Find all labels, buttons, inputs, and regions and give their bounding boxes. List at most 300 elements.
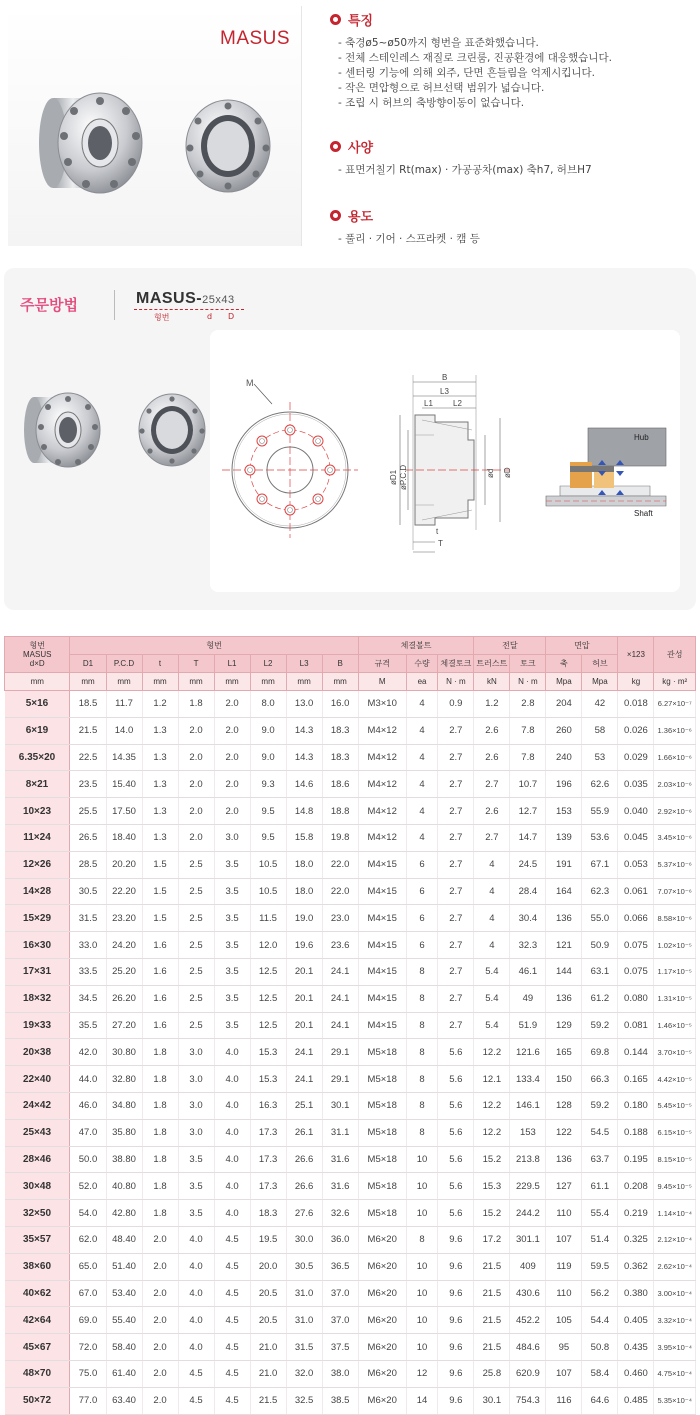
table-cell: 25.20 (106, 958, 142, 985)
model-cell: 50×72 (5, 1387, 70, 1414)
table-cell: 30.1 (322, 1092, 358, 1119)
features-section (330, 10, 612, 111)
model-cell: 17×31 (5, 958, 70, 985)
table-cell: 1.02×10⁻⁵ (654, 932, 696, 959)
table-cell: 12.7 (510, 798, 546, 825)
front-label-m: M (246, 378, 254, 388)
table-row (5, 905, 696, 932)
table-cell: 29.1 (322, 1039, 358, 1066)
table-cell: 133.4 (510, 1066, 546, 1093)
table-cell: 1.5 (142, 851, 178, 878)
table-cell: 25.5 (70, 798, 106, 825)
features-title: 특징 (348, 14, 374, 29)
table-cell: 2.7 (438, 878, 474, 905)
table-cell: 42.80 (106, 1200, 142, 1227)
table-cell: 20.1 (286, 985, 322, 1012)
model-cell: 24×42 (5, 1092, 70, 1119)
table-row (5, 744, 696, 771)
order-divider (114, 290, 115, 320)
table-cell: 8.0 (250, 691, 286, 718)
table-cell: 14.3 (286, 744, 322, 771)
front-view-drawing (222, 378, 358, 538)
table-cell: 5.6 (438, 1092, 474, 1119)
table-cell: 9.0 (250, 744, 286, 771)
table-cell: 2.6 (474, 744, 510, 771)
table-cell: 4 (406, 717, 438, 744)
table-cell: 105 (546, 1307, 582, 1334)
table-cell: 18.5 (70, 691, 106, 718)
table-cell: 4.5 (178, 1387, 214, 1414)
model-cell: 5×16 (5, 691, 70, 718)
model-cell: 20×38 (5, 1039, 70, 1066)
table-cell: 8.15×10⁻⁵ (654, 1146, 696, 1173)
table-row (5, 691, 696, 718)
table-cell: 1.6 (142, 932, 178, 959)
table-cell: 69.0 (70, 1307, 106, 1334)
table-cell: 409 (510, 1253, 546, 1280)
table-cell: 61.1 (582, 1173, 618, 1200)
table-cell: 24.1 (322, 958, 358, 985)
dim-od1: øD1 (389, 469, 398, 485)
table-cell: 38.0 (322, 1360, 358, 1387)
table-cell: 35.5 (70, 1012, 106, 1039)
table-row (5, 1066, 696, 1093)
table-cell: 4.0 (214, 1066, 250, 1093)
unit-cell: mm (70, 673, 106, 691)
table-cell: 59.5 (582, 1253, 618, 1280)
table-cell: 2.0 (142, 1360, 178, 1387)
table-cell: 4 (474, 878, 510, 905)
table-cell: 24.1 (322, 1012, 358, 1039)
table-cell: 0.405 (618, 1307, 654, 1334)
table-cell: 2.0 (178, 771, 214, 798)
group-header-bolts: 체결볼트 (358, 637, 474, 655)
table-cell: M6×20 (358, 1334, 406, 1361)
table-cell: 2.5 (178, 905, 214, 932)
column-header: L2 (250, 655, 286, 673)
table-cell: 3.32×10⁻⁴ (654, 1307, 696, 1334)
model-cell: 8×21 (5, 771, 70, 798)
table-cell: 6 (406, 878, 438, 905)
order-product-photo (22, 383, 212, 478)
table-cell: 2.6 (474, 798, 510, 825)
table-cell: 9.5 (250, 798, 286, 825)
table-cell: 10.7 (510, 771, 546, 798)
table-cell: 18.8 (322, 798, 358, 825)
table-cell: 2.0 (214, 798, 250, 825)
table-cell: 16.0 (322, 691, 358, 718)
table-cell: 27.20 (106, 1012, 142, 1039)
unit-cell: mm (5, 673, 70, 691)
table-cell: 2.7 (438, 717, 474, 744)
column-header: 축 (546, 655, 582, 673)
table-cell: 0.188 (618, 1119, 654, 1146)
table-cell: 26.1 (286, 1119, 322, 1146)
table-group-header-row (5, 637, 696, 655)
table-cell: 5.45×10⁻⁵ (654, 1092, 696, 1119)
table-cell: 44.0 (70, 1066, 106, 1093)
table-cell: 18.0 (286, 851, 322, 878)
table-cell: 6.27×10⁻⁷ (654, 691, 696, 718)
table-cell: 8 (406, 985, 438, 1012)
table-cell: 3.95×10⁻⁴ (654, 1334, 696, 1361)
table-row (5, 1280, 696, 1307)
table-cell: 14 (406, 1387, 438, 1414)
table-cell: 2.7 (438, 851, 474, 878)
table-cell: 1.6 (142, 1012, 178, 1039)
table-cell: 2.7 (438, 1012, 474, 1039)
table-cell: 53.40 (106, 1280, 142, 1307)
column-header: D1 (70, 655, 106, 673)
table-cell: 0.080 (618, 985, 654, 1012)
table-cell: 5.4 (474, 958, 510, 985)
table-row (5, 1039, 696, 1066)
table-cell: 9.6 (438, 1253, 474, 1280)
product-panel (8, 6, 302, 246)
table-cell: 32.0 (286, 1360, 322, 1387)
table-cell: 2.92×10⁻⁶ (654, 798, 696, 825)
table-cell: 0.053 (618, 851, 654, 878)
table-cell: 0.026 (618, 717, 654, 744)
table-cell: 9.6 (438, 1387, 474, 1414)
dim-l3: L3 (440, 387, 449, 396)
order-code-size: 25x43 (202, 294, 235, 306)
column-header: 토크 (510, 655, 546, 673)
table-cell: 23.6 (322, 932, 358, 959)
table-cell: 75.0 (70, 1360, 106, 1387)
table-cell: 22.5 (70, 744, 106, 771)
table-cell: 11.5 (250, 905, 286, 932)
table-cell: 4.0 (214, 1146, 250, 1173)
table-cell: 17.3 (250, 1119, 286, 1146)
table-cell: 55.4 (582, 1200, 618, 1227)
table-cell: 4.0 (178, 1307, 214, 1334)
table-cell: 54.0 (70, 1200, 106, 1227)
feature-line: - 전체 스테인레스 재질로 크린룸, 진공환경에 대응했습니다. (338, 52, 612, 64)
table-cell: 58 (582, 717, 618, 744)
table-cell: 2.7 (438, 932, 474, 959)
table-cell: 10 (406, 1334, 438, 1361)
table-cell: 110 (546, 1200, 582, 1227)
table-cell: 3.5 (214, 985, 250, 1012)
column-header: 허브 (582, 655, 618, 673)
table-cell: 19.8 (322, 824, 358, 851)
table-cell: 19.0 (286, 905, 322, 932)
model-cell: 6×19 (5, 717, 70, 744)
order-code (136, 290, 235, 308)
table-cell: 14.6 (286, 771, 322, 798)
table-cell: 14.8 (286, 798, 322, 825)
table-cell: 0.066 (618, 905, 654, 932)
table-cell: 2.7 (438, 744, 474, 771)
table-cell: M3×10 (358, 691, 406, 718)
table-cell: 51.9 (510, 1012, 546, 1039)
table-cell: 5.6 (438, 1066, 474, 1093)
unit-cell: mm (142, 673, 178, 691)
table-cell: 37.0 (322, 1280, 358, 1307)
table-cell: 31.1 (322, 1119, 358, 1146)
table-cell: 0.435 (618, 1334, 654, 1361)
table-cell: 1.3 (142, 744, 178, 771)
table-cell: 139 (546, 824, 582, 851)
table-cell: 4.0 (178, 1253, 214, 1280)
model-cell: 30×48 (5, 1173, 70, 1200)
table-cell: 1.3 (142, 717, 178, 744)
table-cell: 0.165 (618, 1066, 654, 1093)
unit-cell: mm (250, 673, 286, 691)
table-row (5, 824, 696, 851)
dim-l1: L1 (424, 399, 433, 408)
table-cell: 2.7 (438, 771, 474, 798)
feature-line: - 조립 시 허브의 축방향이동이 없습니다. (338, 97, 525, 109)
table-cell: 4.5 (214, 1253, 250, 1280)
table-cell: 2.0 (142, 1387, 178, 1414)
table-cell: M4×15 (358, 985, 406, 1012)
table-cell: 49 (510, 985, 546, 1012)
table-cell: 20.1 (286, 1012, 322, 1039)
unit-cell: mm (322, 673, 358, 691)
table-cell: 4 (406, 691, 438, 718)
table-cell: 7.8 (510, 717, 546, 744)
table-cell: 29.1 (322, 1066, 358, 1093)
column-header: T (178, 655, 214, 673)
table-row (5, 1307, 696, 1334)
table-cell: 4.5 (214, 1387, 250, 1414)
table-cell: 17.50 (106, 798, 142, 825)
table-cell: 65.0 (70, 1253, 106, 1280)
table-cell: M4×15 (358, 878, 406, 905)
table-cell: 1.8 (142, 1092, 178, 1119)
table-cell: 9.3 (250, 771, 286, 798)
table-cell: 4.0 (178, 1334, 214, 1361)
table-unit-row (5, 673, 696, 691)
table-cell: 67.0 (70, 1280, 106, 1307)
column-header: B (322, 655, 358, 673)
table-cell: M4×15 (358, 851, 406, 878)
table-cell: 63.40 (106, 1387, 142, 1414)
table-cell: 107 (546, 1226, 582, 1253)
table-cell: 9.45×10⁻⁵ (654, 1173, 696, 1200)
table-cell: 146.1 (510, 1092, 546, 1119)
table-cell: 6 (406, 851, 438, 878)
model-cell: 15×29 (5, 905, 70, 932)
model-header: 형번 MASUS d×D (5, 637, 70, 673)
table-cell: 1.3 (142, 771, 178, 798)
table-cell: 5.6 (438, 1173, 474, 1200)
table-cell: 61.40 (106, 1360, 142, 1387)
table-cell: 54.5 (582, 1119, 618, 1146)
table-cell: 4.5 (214, 1307, 250, 1334)
table-cell: 0.195 (618, 1146, 654, 1173)
table-cell: 10 (406, 1173, 438, 1200)
dim-oD: øD (503, 467, 512, 478)
table-cell: 1.3 (142, 824, 178, 851)
table-cell: M4×12 (358, 798, 406, 825)
table-cell: 53.6 (582, 824, 618, 851)
table-cell: 5.35×10⁻⁴ (654, 1387, 696, 1414)
table-row (5, 985, 696, 1012)
table-cell: 12.1 (474, 1066, 510, 1093)
table-cell: M4×12 (358, 771, 406, 798)
table-cell: 51.4 (582, 1226, 618, 1253)
table-cell: 0.380 (618, 1280, 654, 1307)
table-cell: 3.00×10⁻⁴ (654, 1280, 696, 1307)
table-cell: 2.7 (438, 905, 474, 932)
ring-bullet-icon (330, 14, 341, 25)
table-cell: 31.6 (322, 1173, 358, 1200)
table-cell: M6×20 (358, 1387, 406, 1414)
table-cell: 23.20 (106, 905, 142, 932)
table-cell: M4×15 (358, 958, 406, 985)
dim-od: ød (486, 468, 495, 478)
table-cell: 36.0 (322, 1226, 358, 1253)
spec-table (4, 636, 696, 1415)
table-cell: M5×18 (358, 1146, 406, 1173)
table-cell: 191 (546, 851, 582, 878)
model-cell: 10×23 (5, 798, 70, 825)
table-cell: 153 (546, 798, 582, 825)
table-cell: M4×15 (358, 932, 406, 959)
model-cell: 45×67 (5, 1334, 70, 1361)
table-cell: 1.2 (142, 691, 178, 718)
table-cell: 8 (406, 1066, 438, 1093)
table-cell: 2.6 (474, 717, 510, 744)
model-cell: 11×24 (5, 824, 70, 851)
table-cell: 2.0 (214, 691, 250, 718)
model-cell: 25×43 (5, 1119, 70, 1146)
table-cell: 2.0 (142, 1307, 178, 1334)
table-cell: 1.5 (142, 905, 178, 932)
table-cell: 128 (546, 1092, 582, 1119)
table-row (5, 1119, 696, 1146)
table-cell: 18.40 (106, 824, 142, 851)
usage-title: 용도 (348, 210, 374, 225)
table-cell: 32.3 (510, 932, 546, 959)
table-cell: 3.70×10⁻⁵ (654, 1039, 696, 1066)
feature-line: - 작은 면압형으로 허브선택 범위가 넓습니다. (338, 82, 545, 94)
table-cell: 229.5 (510, 1173, 546, 1200)
table-cell: 26.5 (70, 824, 106, 851)
table-cell: 2.7 (438, 798, 474, 825)
table-cell: 24.1 (286, 1066, 322, 1093)
table-cell: 4.5 (214, 1360, 250, 1387)
table-cell: 20.5 (250, 1307, 286, 1334)
table-cell: 63.1 (582, 958, 618, 985)
table-cell: M5×18 (358, 1092, 406, 1119)
table-cell: 62.6 (582, 771, 618, 798)
spec-section (330, 137, 592, 178)
table-cell: 50.8 (582, 1334, 618, 1361)
table-cell: 95 (546, 1334, 582, 1361)
table-row (5, 1200, 696, 1227)
table-cell: 15.2 (474, 1146, 510, 1173)
table-cell: 17.3 (250, 1146, 286, 1173)
order-code-prefix: MASUS- (136, 290, 203, 307)
table-cell: 0.035 (618, 771, 654, 798)
table-cell: 2.0 (142, 1280, 178, 1307)
table-cell: 55.40 (106, 1307, 142, 1334)
table-cell: 127 (546, 1173, 582, 1200)
table-cell: 260 (546, 717, 582, 744)
table-cell: 8 (406, 958, 438, 985)
order-label-d: d (207, 312, 213, 321)
table-cell: 22.0 (322, 878, 358, 905)
table-cell: 8 (406, 1119, 438, 1146)
table-cell: 40.80 (106, 1173, 142, 1200)
table-cell: 136 (546, 985, 582, 1012)
table-cell: 36.5 (322, 1253, 358, 1280)
table-cell: 4.0 (178, 1226, 214, 1253)
table-cell: 21.5 (70, 717, 106, 744)
table-cell: 33.0 (70, 932, 106, 959)
model-cell: 19×33 (5, 1012, 70, 1039)
table-cell: 9.6 (438, 1360, 474, 1387)
table-cell: 47.0 (70, 1119, 106, 1146)
table-cell: 2.0 (142, 1226, 178, 1253)
table-cell: 26.6 (286, 1146, 322, 1173)
table-cell: 1.6 (142, 985, 178, 1012)
unit-cell: M (358, 673, 406, 691)
table-cell: 116 (546, 1387, 582, 1414)
table-cell: M6×20 (358, 1280, 406, 1307)
table-row (5, 958, 696, 985)
table-cell: 9.6 (438, 1280, 474, 1307)
table-cell: 58.40 (106, 1334, 142, 1361)
table-cell: 4 (474, 905, 510, 932)
table-cell: 2.8 (510, 691, 546, 718)
table-cell: M5×18 (358, 1119, 406, 1146)
table-cell: 17.2 (474, 1226, 510, 1253)
table-cell: 12 (406, 1360, 438, 1387)
table-cell: 8.58×10⁻⁶ (654, 905, 696, 932)
section-view-drawing (389, 373, 512, 552)
group-header-inertia: 관성 (654, 637, 696, 673)
table-cell: 22.20 (106, 878, 142, 905)
table-cell: 58.4 (582, 1360, 618, 1387)
table-cell: 31.5 (70, 905, 106, 932)
table-cell: 3.45×10⁻⁶ (654, 824, 696, 851)
table-cell: 21.5 (474, 1280, 510, 1307)
table-cell: 35.80 (106, 1119, 142, 1146)
table-cell: 50.0 (70, 1146, 106, 1173)
table-cell: 4.75×10⁻⁴ (654, 1360, 696, 1387)
table-cell: 21.5 (250, 1387, 286, 1414)
table-cell: 6 (406, 932, 438, 959)
table-cell: 107 (546, 1360, 582, 1387)
table-cell: 14.7 (510, 824, 546, 851)
order-label-model: 형번 (154, 313, 170, 322)
table-cell: 4 (406, 798, 438, 825)
table-cell: 0.061 (618, 878, 654, 905)
table-cell: 21.5 (474, 1253, 510, 1280)
table-cell: 6.15×10⁻⁵ (654, 1119, 696, 1146)
model-cell: 38×60 (5, 1253, 70, 1280)
table-cell: 2.62×10⁻⁴ (654, 1253, 696, 1280)
table-cell: 119 (546, 1253, 582, 1280)
table-cell: 72.0 (70, 1334, 106, 1361)
table-cell: 51.40 (106, 1253, 142, 1280)
table-cell: 2.0 (178, 824, 214, 851)
table-row (5, 932, 696, 959)
dim-T: T (438, 539, 443, 548)
table-cell: M4×12 (358, 717, 406, 744)
table-cell: 14.35 (106, 744, 142, 771)
table-cell: 5.4 (474, 1012, 510, 1039)
table-row (5, 1012, 696, 1039)
table-cell: 2.0 (214, 717, 250, 744)
table-cell: 12.0 (250, 932, 286, 959)
table-cell: 0.075 (618, 958, 654, 985)
